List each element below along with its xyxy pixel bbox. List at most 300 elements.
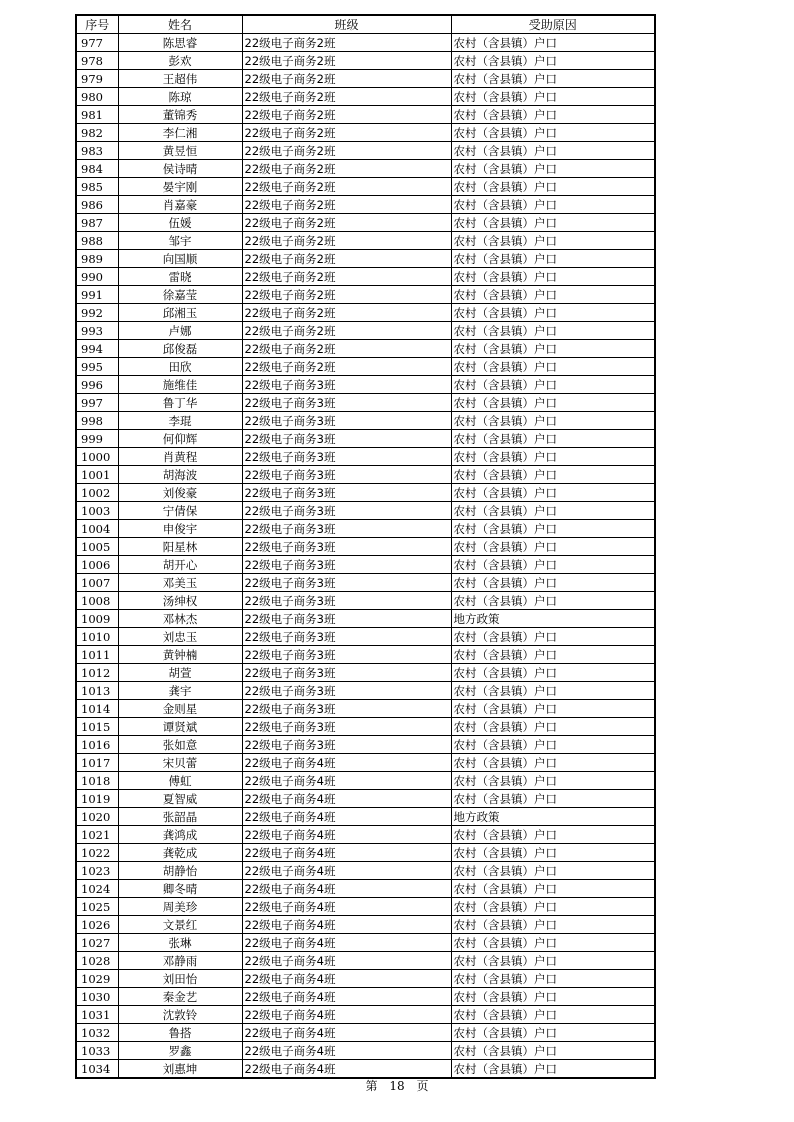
- cell-seq: 1033: [76, 1042, 118, 1060]
- cell-class: 22级电子商务2班: [242, 124, 451, 142]
- cell-name: 汤绅权: [118, 592, 242, 610]
- cell-class: 22级电子商务3班: [242, 376, 451, 394]
- cell-class: 22级电子商务3班: [242, 520, 451, 538]
- cell-name: 施维佳: [118, 376, 242, 394]
- cell-name: 李琨: [118, 412, 242, 430]
- cell-reason: 农村（含县镇）户口: [451, 1024, 655, 1042]
- cell-seq: 1011: [76, 646, 118, 664]
- cell-class: 22级电子商务3班: [242, 700, 451, 718]
- cell-reason: 农村（含县镇）户口: [451, 484, 655, 502]
- cell-seq: 1012: [76, 664, 118, 682]
- cell-seq: 1027: [76, 934, 118, 952]
- table-row: [76, 340, 655, 358]
- cell-reason: 农村（含县镇）户口: [451, 34, 655, 52]
- cell-seq: 1003: [76, 502, 118, 520]
- cell-class: 22级电子商务3班: [242, 394, 451, 412]
- cell-seq: 1005: [76, 538, 118, 556]
- cell-seq: 984: [76, 160, 118, 178]
- table-row: [76, 358, 655, 376]
- cell-seq: 1014: [76, 700, 118, 718]
- cell-name: 侯诗晴: [118, 160, 242, 178]
- cell-name: 董锦秀: [118, 106, 242, 124]
- table-row: [76, 754, 655, 772]
- table-row: [76, 682, 655, 700]
- cell-class: 22级电子商务2班: [242, 268, 451, 286]
- cell-name: 邱湘玉: [118, 304, 242, 322]
- cell-class: 22级电子商务2班: [242, 196, 451, 214]
- cell-name: 沈敦铃: [118, 1006, 242, 1024]
- cell-reason: 农村（含县镇）户口: [451, 286, 655, 304]
- cell-reason: 农村（含县镇）户口: [451, 358, 655, 376]
- cell-name: 张琳: [118, 934, 242, 952]
- cell-reason: 农村（含县镇）户口: [451, 736, 655, 754]
- cell-seq: 986: [76, 196, 118, 214]
- cell-seq: 1019: [76, 790, 118, 808]
- cell-seq: 1034: [76, 1060, 118, 1079]
- cell-class: 22级电子商务4班: [242, 880, 451, 898]
- table-row: [76, 790, 655, 808]
- table-row: [76, 394, 655, 412]
- header-class: 班级: [242, 15, 451, 34]
- page-number: 18: [389, 1079, 405, 1093]
- cell-name: 肖嘉豪: [118, 196, 242, 214]
- table-row: [76, 124, 655, 142]
- cell-class: 22级电子商务3班: [242, 466, 451, 484]
- cell-name: 王超伟: [118, 70, 242, 88]
- cell-class: 22级电子商务3班: [242, 646, 451, 664]
- table-row: [76, 556, 655, 574]
- cell-class: 22级电子商务3班: [242, 412, 451, 430]
- cell-name: 秦金艺: [118, 988, 242, 1006]
- cell-reason: 农村（含县镇）户口: [451, 556, 655, 574]
- cell-seq: 987: [76, 214, 118, 232]
- cell-seq: 985: [76, 178, 118, 196]
- cell-seq: 1022: [76, 844, 118, 862]
- header-seq: 序号: [76, 15, 118, 34]
- cell-reason: 地方政策: [451, 808, 655, 826]
- cell-class: 22级电子商务2班: [242, 52, 451, 70]
- cell-reason: 农村（含县镇）户口: [451, 682, 655, 700]
- cell-reason: 农村（含县镇）户口: [451, 970, 655, 988]
- cell-reason: 农村（含县镇）户口: [451, 628, 655, 646]
- cell-class: 22级电子商务2班: [242, 286, 451, 304]
- cell-seq: 977: [76, 34, 118, 52]
- cell-name: 伍媛: [118, 214, 242, 232]
- cell-reason: 农村（含县镇）户口: [451, 178, 655, 196]
- cell-name: 邱俊磊: [118, 340, 242, 358]
- cell-seq: 980: [76, 88, 118, 106]
- cell-seq: 1004: [76, 520, 118, 538]
- cell-class: 22级电子商务3班: [242, 538, 451, 556]
- cell-class: 22级电子商务4班: [242, 934, 451, 952]
- table-row: [76, 880, 655, 898]
- table-row: [76, 178, 655, 196]
- cell-seq: 1009: [76, 610, 118, 628]
- cell-name: 胡海波: [118, 466, 242, 484]
- cell-seq: 999: [76, 430, 118, 448]
- table-row: [76, 196, 655, 214]
- cell-seq: 1000: [76, 448, 118, 466]
- cell-class: 22级电子商务3班: [242, 610, 451, 628]
- cell-class: 22级电子商务4班: [242, 790, 451, 808]
- table-row: [76, 808, 655, 826]
- cell-reason: 农村（含县镇）户口: [451, 538, 655, 556]
- cell-class: 22级电子商务3班: [242, 628, 451, 646]
- cell-seq: 1013: [76, 682, 118, 700]
- cell-class: 22级电子商务3班: [242, 484, 451, 502]
- table-row: [76, 466, 655, 484]
- cell-reason: 农村（含县镇）户口: [451, 1042, 655, 1060]
- cell-reason: 农村（含县镇）户口: [451, 790, 655, 808]
- cell-class: 22级电子商务2班: [242, 322, 451, 340]
- cell-seq: 997: [76, 394, 118, 412]
- cell-seq: 1015: [76, 718, 118, 736]
- table-row: [76, 628, 655, 646]
- cell-name: 宋贝蕾: [118, 754, 242, 772]
- cell-seq: 991: [76, 286, 118, 304]
- cell-reason: 农村（含县镇）户口: [451, 214, 655, 232]
- cell-class: 22级电子商务4班: [242, 772, 451, 790]
- table-row: [76, 592, 655, 610]
- cell-class: 22级电子商务3班: [242, 682, 451, 700]
- table-header: [76, 15, 655, 34]
- table-row: [76, 736, 655, 754]
- table-row: [76, 898, 655, 916]
- table-row: [76, 232, 655, 250]
- header-name: 姓名: [118, 15, 242, 34]
- cell-reason: 农村（含县镇）户口: [451, 250, 655, 268]
- table-row: [76, 250, 655, 268]
- cell-reason: 农村（含县镇）户口: [451, 952, 655, 970]
- cell-class: 22级电子商务2班: [242, 232, 451, 250]
- cell-name: 夏智威: [118, 790, 242, 808]
- table-row: [76, 1006, 655, 1024]
- cell-seq: 993: [76, 322, 118, 340]
- cell-reason: 农村（含县镇）户口: [451, 340, 655, 358]
- cell-seq: 1020: [76, 808, 118, 826]
- cell-class: 22级电子商务3班: [242, 430, 451, 448]
- cell-seq: 1010: [76, 628, 118, 646]
- table-row: [76, 88, 655, 106]
- cell-reason: 农村（含县镇）户口: [451, 448, 655, 466]
- cell-class: 22级电子商务4班: [242, 754, 451, 772]
- cell-seq: 983: [76, 142, 118, 160]
- table-row: [76, 826, 655, 844]
- cell-name: 向国顺: [118, 250, 242, 268]
- cell-reason: 农村（含县镇）户口: [451, 988, 655, 1006]
- cell-name: 罗鑫: [118, 1042, 242, 1060]
- cell-seq: 982: [76, 124, 118, 142]
- cell-class: 22级电子商务3班: [242, 664, 451, 682]
- table-row: [76, 430, 655, 448]
- cell-seq: 1017: [76, 754, 118, 772]
- table-row: [76, 286, 655, 304]
- cell-reason: 农村（含县镇）户口: [451, 376, 655, 394]
- cell-class: 22级电子商务4班: [242, 952, 451, 970]
- cell-class: 22级电子商务4班: [242, 1060, 451, 1079]
- cell-seq: 994: [76, 340, 118, 358]
- cell-reason: 农村（含县镇）户口: [451, 160, 655, 178]
- table-row: [76, 52, 655, 70]
- table-row: [76, 862, 655, 880]
- cell-reason: 地方政策: [451, 610, 655, 628]
- cell-name: 申俊宇: [118, 520, 242, 538]
- table-row: [76, 34, 655, 52]
- cell-seq: 1026: [76, 916, 118, 934]
- cell-class: 22级电子商务3班: [242, 592, 451, 610]
- footer-suffix: 页: [416, 1079, 429, 1093]
- cell-class: 22级电子商务4班: [242, 1042, 451, 1060]
- table-row: [76, 970, 655, 988]
- cell-seq: 998: [76, 412, 118, 430]
- table-row: [76, 106, 655, 124]
- cell-name: 张如意: [118, 736, 242, 754]
- cell-name: 胡静怡: [118, 862, 242, 880]
- cell-reason: 农村（含县镇）户口: [451, 322, 655, 340]
- cell-class: 22级电子商务3班: [242, 556, 451, 574]
- cell-reason: 农村（含县镇）户口: [451, 466, 655, 484]
- cell-class: 22级电子商务4班: [242, 1006, 451, 1024]
- cell-seq: 990: [76, 268, 118, 286]
- cell-reason: 农村（含县镇）户口: [451, 430, 655, 448]
- cell-seq: 1007: [76, 574, 118, 592]
- cell-reason: 农村（含县镇）户口: [451, 88, 655, 106]
- cell-seq: 1001: [76, 466, 118, 484]
- cell-name: 胡开心: [118, 556, 242, 574]
- cell-name: 阳星林: [118, 538, 242, 556]
- cell-reason: 农村（含县镇）户口: [451, 754, 655, 772]
- cell-class: 22级电子商务4班: [242, 988, 451, 1006]
- cell-class: 22级电子商务4班: [242, 898, 451, 916]
- cell-seq: 996: [76, 376, 118, 394]
- cell-seq: 1006: [76, 556, 118, 574]
- cell-class: 22级电子商务4班: [242, 826, 451, 844]
- cell-class: 22级电子商务2班: [242, 358, 451, 376]
- cell-reason: 农村（含县镇）户口: [451, 52, 655, 70]
- table-row: [76, 988, 655, 1006]
- cell-name: 邹宇: [118, 232, 242, 250]
- table-row: [76, 1042, 655, 1060]
- cell-reason: 农村（含县镇）户口: [451, 880, 655, 898]
- table-row: [76, 610, 655, 628]
- cell-name: 谭贤斌: [118, 718, 242, 736]
- cell-name: 胡萱: [118, 664, 242, 682]
- cell-name: 徐嘉莹: [118, 286, 242, 304]
- cell-class: 22级电子商务2班: [242, 34, 451, 52]
- cell-class: 22级电子商务3班: [242, 718, 451, 736]
- table-row: [76, 322, 655, 340]
- footer-prefix: 第: [365, 1079, 378, 1093]
- table-row: [76, 1024, 655, 1042]
- cell-seq: 1016: [76, 736, 118, 754]
- cell-class: 22级电子商务3班: [242, 448, 451, 466]
- table-row: [76, 772, 655, 790]
- table-row: [76, 520, 655, 538]
- cell-name: 邓静雨: [118, 952, 242, 970]
- cell-seq: 992: [76, 304, 118, 322]
- cell-reason: 农村（含县镇）户口: [451, 412, 655, 430]
- cell-reason: 农村（含县镇）户口: [451, 1006, 655, 1024]
- page-footer: [0, 1077, 794, 1094]
- cell-seq: 1028: [76, 952, 118, 970]
- cell-class: 22级电子商务4班: [242, 1024, 451, 1042]
- cell-class: 22级电子商务2班: [242, 160, 451, 178]
- cell-name: 雷晓: [118, 268, 242, 286]
- cell-seq: 1021: [76, 826, 118, 844]
- cell-name: 刘惠坤: [118, 1060, 242, 1079]
- table-row: [76, 376, 655, 394]
- table-row: [76, 664, 655, 682]
- cell-seq: 981: [76, 106, 118, 124]
- table-row: [76, 700, 655, 718]
- cell-reason: 农村（含县镇）户口: [451, 934, 655, 952]
- cell-name: 邓美玉: [118, 574, 242, 592]
- cell-reason: 农村（含县镇）户口: [451, 700, 655, 718]
- cell-name: 陈思睿: [118, 34, 242, 52]
- header-reason: 受助原因: [451, 15, 655, 34]
- cell-name: 晏宇刚: [118, 178, 242, 196]
- table-row: [76, 502, 655, 520]
- table-row: [76, 1060, 655, 1079]
- cell-reason: 农村（含县镇）户口: [451, 862, 655, 880]
- table-row: [76, 538, 655, 556]
- cell-reason: 农村（含县镇）户口: [451, 844, 655, 862]
- cell-name: 刘俊豪: [118, 484, 242, 502]
- cell-seq: 1025: [76, 898, 118, 916]
- cell-name: 文景红: [118, 916, 242, 934]
- cell-reason: 农村（含县镇）户口: [451, 898, 655, 916]
- cell-class: 22级电子商务2班: [242, 106, 451, 124]
- cell-class: 22级电子商务2班: [242, 142, 451, 160]
- cell-class: 22级电子商务2班: [242, 340, 451, 358]
- table-row: [76, 718, 655, 736]
- cell-reason: 农村（含县镇）户口: [451, 304, 655, 322]
- cell-class: 22级电子商务2班: [242, 178, 451, 196]
- cell-reason: 农村（含县镇）户口: [451, 772, 655, 790]
- cell-name: 龚乾成: [118, 844, 242, 862]
- table-row: [76, 268, 655, 286]
- cell-reason: 农村（含县镇）户口: [451, 916, 655, 934]
- cell-name: 鲁搭: [118, 1024, 242, 1042]
- cell-reason: 农村（含县镇）户口: [451, 196, 655, 214]
- cell-reason: 农村（含县镇）户口: [451, 718, 655, 736]
- header-row: [76, 15, 655, 34]
- cell-reason: 农村（含县镇）户口: [451, 142, 655, 160]
- cell-name: 卢娜: [118, 322, 242, 340]
- cell-seq: 995: [76, 358, 118, 376]
- table-row: [76, 484, 655, 502]
- cell-reason: 农村（含县镇）户口: [451, 124, 655, 142]
- cell-class: 22级电子商务2班: [242, 88, 451, 106]
- cell-class: 22级电子商务3班: [242, 574, 451, 592]
- table-row: [76, 304, 655, 322]
- roster-table: [75, 14, 656, 1079]
- cell-seq: 1018: [76, 772, 118, 790]
- cell-name: 陈琼: [118, 88, 242, 106]
- cell-name: 黄昱恒: [118, 142, 242, 160]
- table-row: [76, 646, 655, 664]
- table-row: [76, 844, 655, 862]
- cell-reason: 农村（含县镇）户口: [451, 394, 655, 412]
- cell-name: 李仁湘: [118, 124, 242, 142]
- cell-reason: 农村（含县镇）户口: [451, 1060, 655, 1079]
- cell-class: 22级电子商务4班: [242, 970, 451, 988]
- cell-class: 22级电子商务2班: [242, 250, 451, 268]
- cell-class: 22级电子商务2班: [242, 214, 451, 232]
- cell-name: 周美珍: [118, 898, 242, 916]
- cell-name: 彭欢: [118, 52, 242, 70]
- cell-name: 黄钟楠: [118, 646, 242, 664]
- cell-seq: 988: [76, 232, 118, 250]
- cell-seq: 1002: [76, 484, 118, 502]
- cell-name: 宁倩保: [118, 502, 242, 520]
- cell-class: 22级电子商务3班: [242, 736, 451, 754]
- cell-reason: 农村（含县镇）户口: [451, 502, 655, 520]
- cell-name: 龚宇: [118, 682, 242, 700]
- table-row: [76, 574, 655, 592]
- cell-seq: 978: [76, 52, 118, 70]
- table-row: [76, 916, 655, 934]
- cell-name: 张韶晶: [118, 808, 242, 826]
- cell-class: 22级电子商务4班: [242, 844, 451, 862]
- table-row: [76, 412, 655, 430]
- cell-reason: 农村（含县镇）户口: [451, 70, 655, 88]
- cell-name: 鲁丁华: [118, 394, 242, 412]
- cell-seq: 1031: [76, 1006, 118, 1024]
- cell-reason: 农村（含县镇）户口: [451, 268, 655, 286]
- cell-seq: 1008: [76, 592, 118, 610]
- cell-seq: 1024: [76, 880, 118, 898]
- cell-name: 肖黄程: [118, 448, 242, 466]
- cell-reason: 农村（含县镇）户口: [451, 574, 655, 592]
- cell-class: 22级电子商务3班: [242, 502, 451, 520]
- table-body: [76, 34, 655, 1079]
- cell-reason: 农村（含县镇）户口: [451, 646, 655, 664]
- cell-name: 田欣: [118, 358, 242, 376]
- table-row: [76, 934, 655, 952]
- cell-reason: 农村（含县镇）户口: [451, 592, 655, 610]
- cell-reason: 农村（含县镇）户口: [451, 520, 655, 538]
- cell-name: 刘田怡: [118, 970, 242, 988]
- cell-class: 22级电子商务2班: [242, 70, 451, 88]
- cell-name: 傅虹: [118, 772, 242, 790]
- cell-class: 22级电子商务4班: [242, 916, 451, 934]
- table-row: [76, 448, 655, 466]
- cell-seq: 979: [76, 70, 118, 88]
- cell-seq: 1030: [76, 988, 118, 1006]
- table-row: [76, 142, 655, 160]
- cell-reason: 农村（含县镇）户口: [451, 826, 655, 844]
- cell-class: 22级电子商务4班: [242, 808, 451, 826]
- cell-seq: 1023: [76, 862, 118, 880]
- cell-seq: 989: [76, 250, 118, 268]
- cell-seq: 1029: [76, 970, 118, 988]
- cell-reason: 农村（含县镇）户口: [451, 106, 655, 124]
- cell-name: 卿冬晴: [118, 880, 242, 898]
- cell-name: 何仰辉: [118, 430, 242, 448]
- table-row: [76, 70, 655, 88]
- cell-name: 邓林杰: [118, 610, 242, 628]
- cell-reason: 农村（含县镇）户口: [451, 664, 655, 682]
- cell-reason: 农村（含县镇）户口: [451, 232, 655, 250]
- cell-class: 22级电子商务2班: [242, 304, 451, 322]
- cell-name: 刘忠玉: [118, 628, 242, 646]
- cell-class: 22级电子商务4班: [242, 862, 451, 880]
- table-row: [76, 214, 655, 232]
- cell-name: 龚鸿成: [118, 826, 242, 844]
- cell-seq: 1032: [76, 1024, 118, 1042]
- table-row: [76, 952, 655, 970]
